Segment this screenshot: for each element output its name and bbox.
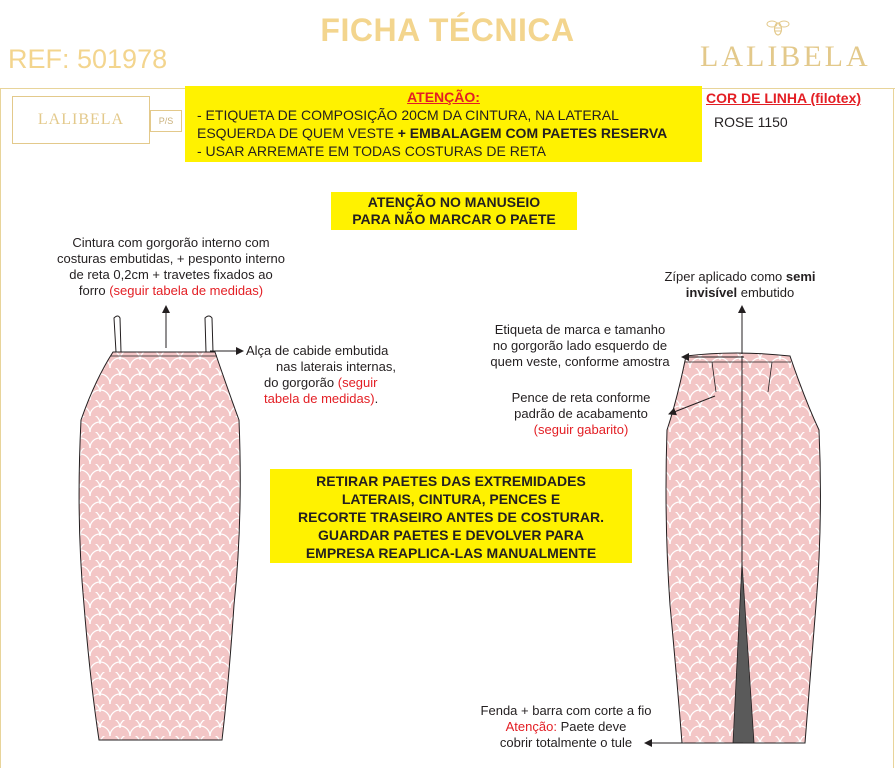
back-skirt-drawing bbox=[666, 353, 820, 743]
front-hanger-loop-left bbox=[114, 316, 121, 352]
note-label-line-2: no gorgorão lado esquerdo de bbox=[492, 338, 668, 353]
brand-logo: LALIBELA bbox=[700, 40, 871, 73]
note-zipper bbox=[648, 269, 832, 301]
instructions-line-5: EMPRESA REAPLICA-LAS MANUALMENTE bbox=[305, 545, 597, 561]
note-dart bbox=[496, 390, 666, 438]
size-label-box: P/S bbox=[150, 110, 182, 132]
note-slit-line-3: cobrir totalmente o tule bbox=[499, 735, 633, 750]
note-waistband-line-1: Cintura com gorgorão interno com bbox=[72, 235, 270, 250]
note-zipper-line-1 bbox=[648, 269, 832, 285]
note-zipper-line-1-text: Zíper aplicado como bbox=[664, 269, 786, 284]
note-brand-label bbox=[474, 322, 686, 370]
note-waistband bbox=[48, 235, 294, 299]
note-waistband-line-2: costuras embutidas, + pesponto interno bbox=[56, 251, 285, 266]
note-zipper-line-2 bbox=[648, 285, 832, 301]
note-slit-line-2-text: Paete deve bbox=[556, 719, 627, 734]
instructions-line-3: RECORTE TRASEIRO ANTES DE COSTURAR. bbox=[298, 509, 604, 525]
note-waistband-measure-ref: (seguir tabela de medidas) bbox=[109, 283, 264, 298]
note-dart-line-2: padrão de acabamento bbox=[514, 406, 648, 421]
note-zipper-line-1-bold: semi bbox=[785, 269, 816, 284]
note-hanger-line-4 bbox=[246, 391, 426, 407]
note-hanger-measure-ref: tabela de medidas) bbox=[264, 391, 375, 406]
brand-label-box: LALIBELA bbox=[12, 96, 150, 144]
handling-line-2: PARA NÃO MARCAR O PAETE bbox=[352, 211, 556, 227]
note-label-line-3: quem veste, conforme amostra bbox=[490, 354, 670, 369]
note-waistband-line-4-text: forro bbox=[78, 283, 110, 298]
handling-line-1: ATENÇÃO NO MANUSEIO bbox=[367, 194, 541, 210]
note-zipper-line-2-bold: invisível bbox=[685, 285, 738, 300]
instructions-line-2: LATERAIS, CINTURA, PENCES E bbox=[341, 491, 561, 507]
front-skirt-drawing bbox=[79, 316, 240, 740]
note-hanger-line-3-red: (seguir bbox=[337, 375, 378, 390]
note-hanger-line-1: Alça de cabide embutida bbox=[246, 343, 389, 358]
note-hanger-line-2: nas laterais internas, bbox=[276, 359, 396, 374]
note-slit-line-1: Fenda + barra com corte a fio bbox=[480, 703, 652, 718]
note-waistband-line-4 bbox=[48, 283, 294, 299]
notice-line-3: - USAR ARREMATE EM TODAS COSTURAS DE RETA bbox=[197, 143, 547, 159]
note-slit-attention: Atenção: bbox=[505, 719, 557, 734]
note-waistband-line-3: de reta 0,2cm + travetes fixados ao bbox=[69, 267, 273, 282]
instructions-line-4: GUARDAR PAETES E DEVOLVER PARA bbox=[317, 527, 585, 543]
note-dart-line-1: Pence de reta conforme bbox=[511, 390, 651, 405]
sequin-instructions bbox=[270, 469, 632, 563]
instructions-line-1: RETIRAR PAETES DAS EXTREMIDADES bbox=[316, 473, 586, 489]
note-dart-template-ref: (seguir gabarito) bbox=[533, 422, 629, 437]
note-hanger-line-3-text: do gorgorão bbox=[264, 375, 338, 390]
note-label-line-1: Etiqueta de marca e tamanho bbox=[494, 322, 666, 337]
notice-line-2-bold: + EMBALAGEM COM PAETES RESERVA bbox=[397, 125, 668, 141]
thread-color-value: ROSE 1150 bbox=[714, 114, 788, 130]
notice-line-2-text: ESQUERDA DE QUEM VESTE bbox=[197, 125, 398, 141]
note-slit bbox=[460, 703, 672, 751]
note-hanger-loop bbox=[246, 343, 426, 407]
note-slit-line-2 bbox=[460, 719, 672, 735]
page-title: FICHA TÉCNICA bbox=[320, 12, 575, 48]
note-hanger-line-4-end: . bbox=[374, 391, 379, 406]
front-skirt-body bbox=[79, 352, 240, 740]
notice-line-1: - ETIQUETA DE COMPOSIÇÃO 20CM DA CINTURA, NA LATERAL bbox=[197, 107, 619, 123]
note-zipper-line-2-text: embutido bbox=[737, 285, 795, 300]
front-hanger-loop-right bbox=[205, 316, 213, 352]
notice-title: ATENÇÃO: bbox=[407, 89, 480, 105]
reference-code: REF: 501978 bbox=[8, 44, 168, 74]
note-hanger-line-3 bbox=[246, 375, 426, 391]
thread-color-title: COR DE LINHA (filotex) bbox=[706, 90, 862, 106]
